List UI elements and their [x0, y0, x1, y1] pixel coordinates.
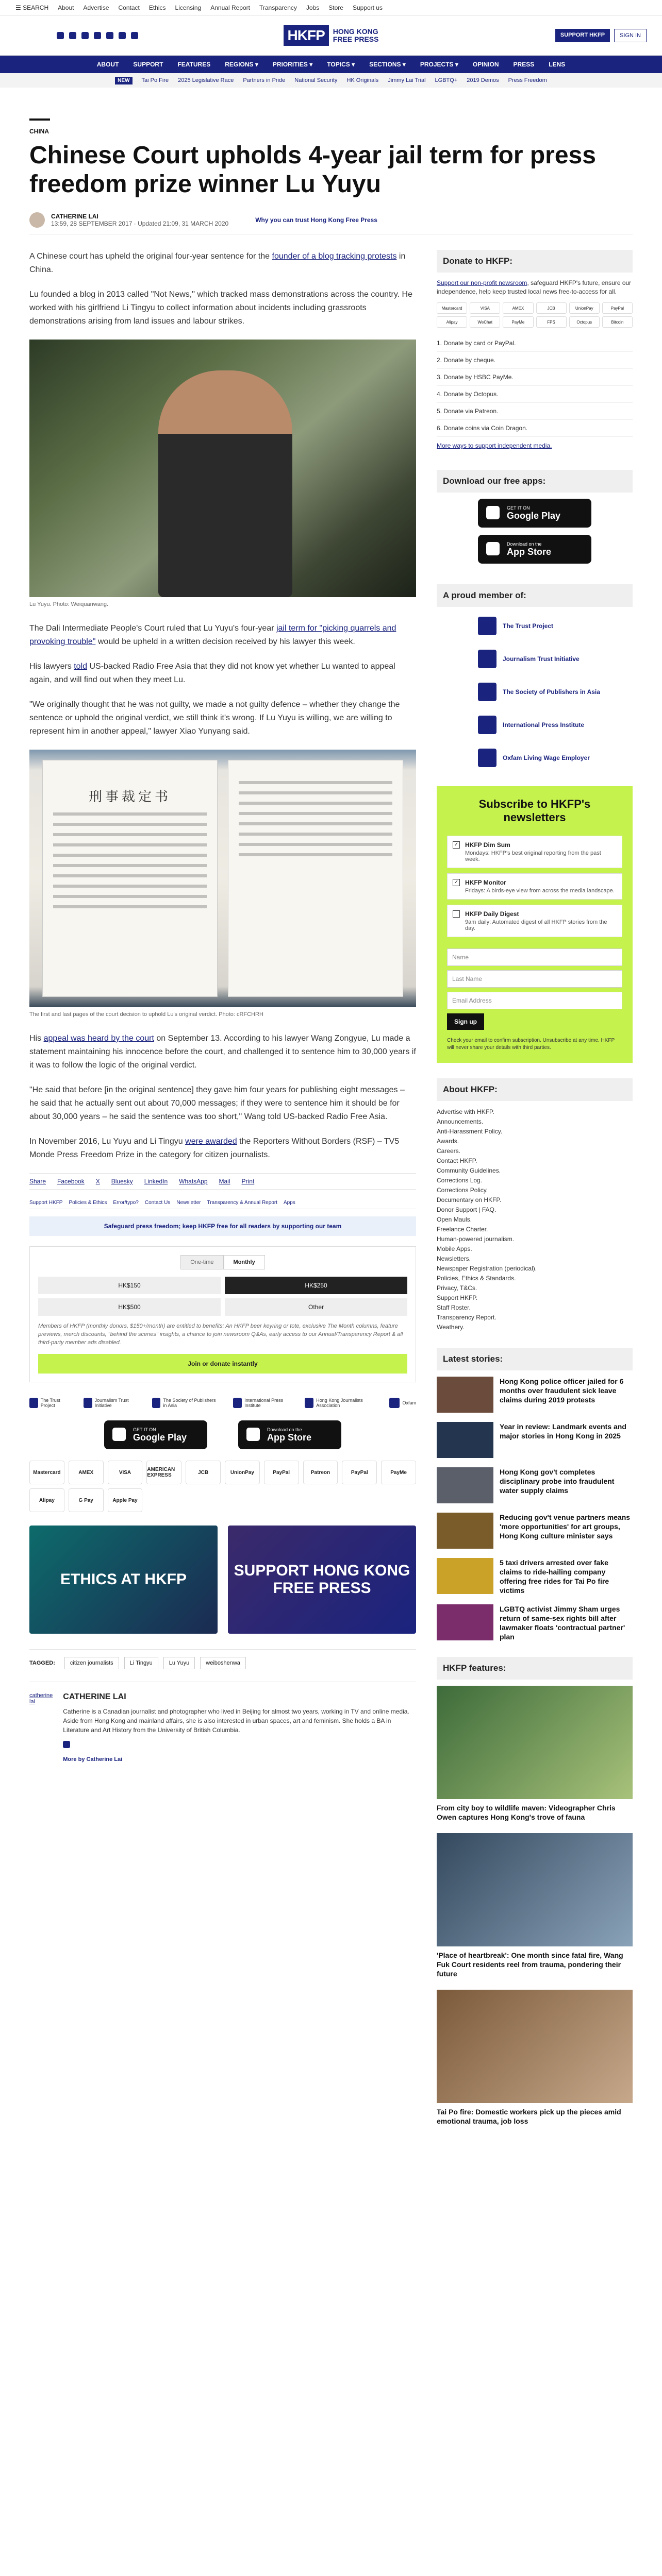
partner-logo[interactable]	[305, 1398, 376, 1408]
share-link[interactable]: Bluesky	[111, 1178, 133, 1185]
utility-link[interactable]: Contact	[118, 4, 140, 11]
author-box	[29, 1682, 416, 1764]
last-name-field[interactable]: Last Name	[447, 970, 622, 988]
about-item[interactable]: Awards.	[437, 1138, 459, 1145]
share-link[interactable]: Mail	[219, 1178, 230, 1185]
tags-label: TAGGED:	[29, 1660, 55, 1666]
about-item[interactable]: Newspaper Registration (periodical).	[437, 1265, 537, 1272]
story-title: 5 taxi drivers arrested over fake claims to ride-hailing company offering free rides for Tai Po fire victims	[500, 1558, 609, 1595]
utility-link[interactable]: About	[58, 4, 74, 11]
pay-method-icon: Octopus	[569, 316, 600, 328]
member-name: Journalism Trust Initiative	[503, 655, 580, 663]
more-ways-link[interactable]: More ways to support independent media.	[437, 442, 552, 449]
author-bio: Catherine is a Canadian journalist and photographer who lived in Beijing for almost two years, working in TV and online media. Aside from Hong Kong and mainland affairs, she is also interested in urban spaces, art and feminism. She holds a BA in Literature and Art History from the University of British Columbia.	[63, 1708, 409, 1734]
sidebar-donate-text: Support our non-profit newsroom, safeguard HKFP's future, ensure our independence, help keep trusted local news free-to-access for all.	[437, 279, 632, 295]
partner-logo[interactable]	[84, 1398, 139, 1408]
nav-item[interactable]: PROJECTS ▾	[420, 61, 458, 68]
donate-way-item[interactable]: 2. Donate by cheque.	[437, 352, 633, 369]
story-thumbnail	[437, 1467, 493, 1503]
story-thumbnail	[437, 1377, 493, 1413]
newsletter-desc: Mondays: HKFP's best original reporting from the past week.	[465, 850, 601, 862]
pay-method-icon: JCB	[536, 302, 567, 314]
feature-story[interactable]	[437, 1990, 633, 2126]
about-item[interactable]: Policies, Ethics & Standards.	[437, 1275, 516, 1282]
tag-link[interactable]: citizen journalists	[64, 1657, 119, 1669]
partner-logo[interactable]	[29, 1398, 70, 1408]
features-list	[437, 1686, 633, 2126]
google-play-button[interactable]: GET IT ON Google Play	[104, 1420, 207, 1449]
payment-methods	[29, 1461, 416, 1512]
hkfp-logo[interactable]	[284, 25, 379, 46]
footer-link[interactable]: Contact Us	[144, 1200, 171, 1206]
utility-link[interactable]: Support us	[352, 4, 383, 11]
paragraph-1: A Chinese court has upheld the original four-year sentence for the founder of a blog tracking protests in China.	[29, 252, 406, 274]
utility-link[interactable]: Licensing	[175, 4, 202, 11]
utility-link[interactable]: Annual Report	[210, 4, 250, 11]
partner-name: The Trust Project	[40, 1398, 60, 1408]
latest-story[interactable]	[437, 1558, 633, 1595]
instagram-icon[interactable]	[81, 32, 89, 39]
tag-link[interactable]: Lu Yuyu	[163, 1657, 195, 1669]
feature-title: 'Place of heartbreak': One month since fatal fire, Wang Fuk Court residents reel from trauma, pondering their future	[437, 1951, 623, 1978]
about-item[interactable]: Mobile Apps.	[437, 1245, 472, 1252]
photo-caption-1: Lu Yuyu. Photo: Weiquanwang.	[29, 601, 109, 607]
new-badge: NEW	[115, 77, 132, 84]
share-link[interactable]: Facebook	[57, 1178, 85, 1185]
about-item[interactable]: Freelance Charter.	[437, 1226, 488, 1233]
donate-widget	[29, 1246, 416, 1382]
payment-icon: PayPal	[264, 1461, 299, 1484]
member-name: Oxfam Living Wage Employer	[503, 754, 590, 761]
pay-method-icon: PayMe	[503, 316, 533, 328]
support-hkfp-button[interactable]: SUPPORT HKFP	[555, 29, 610, 42]
newsletter-checkbox[interactable]	[453, 910, 460, 918]
newsletter-name: HKFP Dim Sum	[465, 841, 510, 849]
pay-method-icon: Bitcoin	[602, 316, 633, 328]
join-donate-button[interactable]: Join or donate instantly	[38, 1354, 407, 1374]
utility-link[interactable]: Ethics	[148, 4, 166, 11]
about-item[interactable]: Open Mauls.	[437, 1216, 472, 1223]
member-icon	[478, 617, 496, 635]
subnav-item[interactable]: Partners in Pride	[243, 77, 286, 83]
article-footer-links	[29, 1197, 416, 1209]
logo-mark: HKFP	[284, 25, 329, 46]
logo-text	[333, 28, 379, 43]
author-avatar[interactable]	[29, 212, 45, 228]
latest-story[interactable]	[437, 1467, 633, 1503]
subnav-item[interactable]: National Security	[294, 77, 338, 83]
app-buttons	[29, 1420, 416, 1449]
social-icons	[57, 32, 138, 39]
article-category[interactable]: CHINA	[29, 128, 49, 135]
sidebar-about-title: About HKFP:	[437, 1078, 633, 1101]
donate-way-item[interactable]: 5. Donate via Patreon.	[437, 403, 633, 420]
footer-link[interactable]: Policies & Ethics	[69, 1200, 107, 1206]
logo-line2: FREE PRESS	[333, 35, 379, 43]
email-icon[interactable]	[63, 1741, 70, 1748]
sign-in-button[interactable]: SIGN IN	[614, 29, 647, 42]
partner-icon	[389, 1398, 400, 1408]
nav-item[interactable]: PRIORITIES ▾	[272, 61, 313, 68]
newsletter-checkbox[interactable]: ✓	[453, 841, 460, 849]
sidebar-pay-icons	[437, 302, 633, 328]
sidebar-donate-title: Donate to HKFP:	[437, 250, 633, 273]
byline	[29, 212, 633, 234]
support-promo[interactable]: SUPPORT HONG KONG FREE PRESS	[228, 1526, 416, 1634]
nav-item[interactable]: SUPPORT	[133, 61, 163, 68]
story-thumbnail	[437, 1558, 493, 1594]
pay-method-icon: Alipay	[437, 316, 467, 328]
trust-link[interactable]: Why you can trust Hong Kong Free Press	[255, 216, 377, 224]
appeal-link[interactable]: appeal was heard by the court	[43, 1034, 154, 1043]
payment-icon: VISA	[108, 1461, 143, 1484]
sub-nav	[0, 73, 662, 88]
nav-item[interactable]: OPINION	[472, 61, 499, 68]
payment-icon: JCB	[186, 1461, 221, 1484]
top-utility-bar	[0, 0, 662, 15]
member-icon	[478, 716, 496, 734]
amount-option[interactable]: HK$500	[38, 1298, 221, 1316]
donate-ways-list	[437, 335, 633, 437]
ethics-promo[interactable]: ETHICS AT HKFP	[29, 1526, 218, 1634]
story-title: Year in review: Landmark events and major stories in Hong Kong in 2025	[500, 1422, 626, 1440]
donate-way-item[interactable]: 4. Donate by Octopus.	[437, 386, 633, 403]
share-link[interactable]: Share	[29, 1178, 46, 1185]
story-title: LGBTQ activist Jimmy Sham urges return of same-sex rights bill after lawmaker floats 'contractual partner' plan	[500, 1605, 625, 1641]
feature-image	[437, 1833, 633, 1946]
story-thumbnail	[437, 1513, 493, 1549]
promo-banners	[29, 1526, 416, 1634]
latest-story[interactable]	[437, 1422, 633, 1458]
sidebar-features-title: HKFP features:	[437, 1657, 633, 1680]
about-list	[437, 1107, 633, 1332]
amount-option[interactable]: Other	[225, 1298, 407, 1316]
newsletter-text	[465, 841, 617, 862]
jail-term-link[interactable]: jail term for "picking quarrels and provoking trouble"	[29, 624, 396, 646]
utility-link[interactable]: Transparency	[259, 4, 297, 11]
subnav-item[interactable]: Press Freedom	[508, 77, 547, 83]
pay-method-icon: UnionPay	[569, 302, 600, 314]
about-item[interactable]: Staff Roster.	[437, 1304, 471, 1311]
nav-item[interactable]: TOPICS ▾	[327, 61, 355, 68]
brand-bar	[0, 15, 662, 56]
payment-icon: Alipay	[29, 1488, 64, 1512]
member-logo[interactable]	[478, 745, 633, 771]
sidebar-latest-title: Latest stories:	[437, 1348, 633, 1370]
logo-line1: HONG KONG	[333, 27, 378, 36]
pay-method-icon: AMEX	[503, 302, 533, 314]
footer-link[interactable]: Error/typo?	[113, 1200, 139, 1206]
newsletter-option[interactable]	[447, 905, 622, 937]
main-nav	[0, 56, 662, 73]
feature-image	[437, 1686, 633, 1799]
member-logo[interactable]	[478, 613, 633, 639]
partner-logo[interactable]	[233, 1398, 291, 1408]
tag-link[interactable]: weiboshenwa	[200, 1657, 246, 1669]
footer-link[interactable]: Apps	[283, 1200, 295, 1206]
search-button[interactable]: ☰ SEARCH	[15, 4, 49, 11]
footer-link[interactable]: Support HKFP	[29, 1200, 63, 1206]
member-icon	[478, 650, 496, 668]
pay-method-icon: PayPal	[602, 302, 633, 314]
member-name: The Society of Publishers in Asia	[503, 688, 600, 696]
subscribe-fine-print: Check your email to confirm subscription. Unsubscribe at any time. HKFP will never share your details with third parties.	[447, 1038, 615, 1050]
newsletter-name: HKFP Daily Digest	[465, 910, 519, 918]
footer-link[interactable]: Transparency & Annual Report	[207, 1200, 277, 1206]
facebook-icon[interactable]	[57, 32, 64, 39]
category-rule	[29, 118, 50, 121]
sidebar	[437, 250, 633, 2137]
about-item[interactable]: Announcements.	[437, 1118, 484, 1125]
member-logo[interactable]	[478, 712, 633, 738]
paragraph-6: His appeal was heard by the court on September 13. According to his lawyer Wang Zongyue, Lu made a statement maintaining his innocence before the court, and challenged it to sentence him to 30,000 years if it was to follow the logic of the original verdict.	[29, 1034, 416, 1070]
payment-icon: AMERICAN EXPRESS	[146, 1461, 181, 1484]
member-logo[interactable]	[478, 679, 633, 705]
newsletter-name: HKFP Monitor	[465, 879, 506, 886]
nav-item[interactable]: FEATURES	[177, 61, 211, 68]
partner-name: The Society of Publishers in Asia	[163, 1398, 216, 1408]
about-item[interactable]: Donor Support | FAQ.	[437, 1206, 496, 1213]
email-field[interactable]: Email Address	[447, 992, 622, 1009]
subnav-item[interactable]: HK Originals	[346, 77, 379, 83]
paragraph-3: The Dali Intermediate People's Court ruled that Lu Yuyu's four-year jail term for "picking quarrels and provoking trouble" would be upheld in a written decision received by his lawyer this week.	[29, 624, 396, 646]
about-item[interactable]: Human-powered journalism.	[437, 1235, 515, 1243]
payment-icon: Apple Pay	[108, 1488, 143, 1512]
payment-icon: Patreon	[303, 1461, 338, 1484]
footer-link[interactable]: Newsletter	[176, 1200, 201, 1206]
utility-link[interactable]: Jobs	[306, 4, 320, 11]
amount-option[interactable]: HK$150	[38, 1277, 221, 1294]
share-link[interactable]: LinkedIn	[144, 1178, 168, 1185]
x-icon[interactable]	[69, 32, 76, 39]
author-box-name[interactable]: CATHERINE LAI	[63, 1692, 126, 1701]
donate-way-item[interactable]: 1. Donate by card or PayPal.	[437, 335, 633, 352]
latest-story[interactable]	[437, 1604, 633, 1641]
about-item[interactable]: Contact HKFP.	[437, 1157, 477, 1164]
donate-way-item[interactable]: 6. Donate coins via Coin Dragon.	[437, 420, 633, 437]
member-logo[interactable]	[478, 646, 633, 672]
pay-method-icon: VISA	[470, 302, 500, 314]
safeguard-banner[interactable]: Safeguard press freedom; keep HKFP free for all readers by supporting our team	[29, 1216, 416, 1236]
subnav-item[interactable]: 2019 Demos	[467, 77, 499, 83]
app-store-button[interactable]: Download on the App Store	[238, 1420, 341, 1449]
support-newsroom-link[interactable]: Support our non-profit newsroom	[437, 279, 527, 286]
paragraph-2: Lu founded a blog in 2013 called "Not News," which tracked mass demonstrations across the country. He worked with his girlfriend Li Tingyu to collect information about incidents including grassroots demonstrations arising from land issues and labour strikes.	[29, 290, 413, 326]
sign-up-button[interactable]: Sign up	[447, 1013, 484, 1030]
photo-caption-2: The first and last pages of the court decision to uphold Lu's original verdict. Photo: cRFCHRH	[29, 1011, 263, 1018]
feature-story[interactable]	[437, 1686, 633, 1822]
story-title: Reducing gov't venue partners means 'more opportunities' for art groups, Hong Kong culture minister says	[500, 1513, 631, 1540]
member-icon	[478, 749, 496, 767]
partner-name: Hong Kong Journalists Association	[316, 1398, 363, 1408]
about-item[interactable]: Documentary on HKFP.	[437, 1196, 502, 1204]
member-benefits-note: Members of HKFP (monthly donors, $150+/month) are entitled to benefits: An HKFP beer keyring or tote, exclusive The Month columns, feature previews, merch discounts, "behind the scenes" insights, a chance to join newsroom Q&As, early access to our Annual/Transparency Report & all third-party member ads disabled.	[38, 1323, 403, 1346]
nav-item[interactable]: REGIONS ▾	[225, 61, 258, 68]
member-icon	[478, 683, 496, 701]
payment-icon: PayPal	[342, 1461, 377, 1484]
partner-icon	[84, 1398, 92, 1408]
threads-icon[interactable]	[94, 32, 101, 39]
paragraph-8: In November 2016, Lu Yuyu and Li Tingyu were awarded the Reporters Without Borders (RSF) – TV5 Monde Press Freedom Prize in the category for citizen journalists.	[29, 1137, 400, 1159]
sidebar-google-play-button[interactable]: GET IT ON Google Play	[478, 499, 591, 528]
about-item[interactable]: Support HKFP.	[437, 1294, 478, 1301]
article-body	[29, 250, 416, 2137]
subnav-item[interactable]: Jimmy Lai Trial	[388, 77, 426, 83]
about-item[interactable]: Corrections Policy.	[437, 1187, 488, 1194]
about-item[interactable]: Newsletters.	[437, 1255, 471, 1262]
article-title: Chinese Court upholds 4-year jail term for press freedom prize winner Lu Yuyu	[29, 142, 596, 198]
member-name: International Press Institute	[503, 721, 585, 728]
share-bar	[29, 1173, 416, 1190]
nav-item[interactable]: SECTIONS ▾	[369, 61, 406, 68]
member-logos	[437, 613, 633, 771]
story-title: Hong Kong gov't completes disciplinary probe into fraudulent water supply claims	[500, 1468, 615, 1495]
pay-method-icon: WeChat	[470, 316, 500, 328]
newsletter-option[interactable]	[447, 873, 622, 900]
about-item[interactable]: Privacy, T&Cs.	[437, 1284, 477, 1292]
more-by-author-link[interactable]: More by Catherine Lai	[63, 1756, 123, 1762]
payment-icon: UnionPay	[225, 1461, 260, 1484]
payment-icon: G Pay	[69, 1488, 104, 1512]
latest-story[interactable]	[437, 1377, 633, 1413]
partner-name: Oxfam	[402, 1400, 416, 1405]
payment-icon: PayMe	[381, 1461, 416, 1484]
partner-icon	[233, 1398, 242, 1408]
paragraph-4: His lawyers told US-backed Radio Free Asia that they did not know yet whether Lu wanted to appeal again, and will find out when they meet Lu.	[29, 662, 395, 684]
article-tags	[29, 1649, 416, 1669]
member-name: The Trust Project	[503, 622, 554, 630]
utility-links	[58, 4, 383, 11]
about-item[interactable]: Anti-Harassment Policy.	[437, 1128, 503, 1135]
newsletter-desc: Fridays: A birds-eye view from across the media landscape.	[465, 888, 615, 894]
told-link[interactable]: told	[74, 662, 88, 671]
one-time-toggle[interactable]: One-time	[180, 1255, 223, 1269]
about-item[interactable]: Advertise with HKFP.	[437, 1108, 494, 1115]
newsletter-signup	[437, 786, 633, 1063]
subscribe-title: Subscribe to HKFP's newsletters	[478, 798, 591, 824]
pay-method-icon: FPS	[536, 316, 567, 328]
share-link[interactable]: Print	[241, 1178, 255, 1185]
partner-icon	[305, 1398, 313, 1408]
feature-story[interactable]	[437, 1833, 633, 1978]
article-dates: 13:59, 28 SEPTEMBER 2017 · Updated 21:09, 31 MARCH 2020	[51, 220, 229, 227]
lu-yuyu-photo	[29, 340, 416, 597]
utility-link[interactable]: Advertise	[83, 4, 109, 11]
mail-icon[interactable]	[119, 32, 126, 39]
amount-option-selected[interactable]: HK$250	[225, 1277, 407, 1294]
about-item[interactable]: Transparency Report.	[437, 1314, 496, 1321]
nav-item[interactable]: ABOUT	[96, 61, 119, 68]
partner-name: International Press Institute	[244, 1398, 284, 1408]
subnav-item[interactable]: Tai Po Fire	[141, 77, 169, 83]
newsletter-text	[465, 910, 617, 931]
paragraph-7: "He said that before [in the original sentence] they gave him four years for publishing eight messages – he said that he actually sent out about 70,000 messages; if they were to sentence him it should be for about 30,000 years – he said the sentence was too short," Wang told US-backed Radio Free Asia.	[29, 1086, 405, 1121]
latest-stories	[437, 1377, 633, 1641]
tag-link[interactable]: Li Tingyu	[124, 1657, 158, 1669]
search-label: SEARCH	[23, 4, 49, 11]
author-name[interactable]: CATHERINE LAI	[51, 213, 98, 220]
about-item[interactable]: Careers.	[437, 1147, 461, 1155]
newsletter-text	[465, 879, 615, 894]
youtube-icon[interactable]	[106, 32, 113, 39]
story-thumbnail	[437, 1422, 493, 1458]
awarded-link[interactable]: were awarded	[185, 1137, 237, 1146]
about-item[interactable]: Corrections Log.	[437, 1177, 483, 1184]
subnav-item[interactable]: 2025 Legislative Race	[178, 77, 234, 83]
monthly-toggle[interactable]: Monthly	[224, 1255, 265, 1269]
sidebar-member-title: A proud member of:	[437, 584, 633, 607]
sidebar-apps-title: Download our free apps:	[437, 470, 633, 493]
rss-icon[interactable]	[131, 32, 138, 39]
author-photo[interactable]: catherine lai	[29, 1692, 53, 1705]
partner-icon	[152, 1398, 161, 1408]
subnav-item[interactable]: LGBTQ+	[435, 77, 458, 83]
paragraph-5: "We originally thought that he was not guilty, we made a not guilty defence – whether they change the sentence or uphold the original verdict, we still think it's wrong. If Lu Yuyu is willing, we are willing to represent him in another appeal," lawyer Xiao Yunyang said.	[29, 700, 400, 736]
partner-logos	[29, 1398, 416, 1408]
feature-title: Tai Po fire: Domestic workers pick up the pieces amid emotional trauma, job loss	[437, 2108, 621, 2125]
share-link[interactable]: WhatsApp	[179, 1178, 208, 1185]
story-title: Hong Kong police officer jailed for 6 months over fraudulent sick leave claims during 2019 protests	[500, 1377, 624, 1404]
newsletter-option[interactable]	[447, 836, 622, 868]
sidebar-app-store-button[interactable]: Download on the App Store	[478, 535, 591, 564]
partner-icon	[29, 1398, 38, 1408]
blog-link[interactable]: founder of a blog tracking protests	[272, 252, 397, 261]
document-heading: 刑事裁定书	[88, 789, 171, 804]
feature-image	[437, 1990, 633, 2103]
latest-story[interactable]	[437, 1513, 633, 1549]
nav-item[interactable]: PRESS	[513, 61, 535, 68]
name-field[interactable]: Name	[447, 948, 622, 966]
partner-logo[interactable]	[389, 1398, 416, 1408]
newsletter-checkbox[interactable]: ✓	[453, 879, 460, 886]
nav-item[interactable]: LENS	[549, 61, 566, 68]
court-document-photo	[29, 750, 416, 1007]
payment-icon: AMEX	[69, 1461, 104, 1484]
share-link[interactable]: X	[95, 1178, 100, 1185]
pay-method-icon: Mastercard	[437, 302, 467, 314]
story-thumbnail	[437, 1604, 493, 1640]
payment-icon: Mastercard	[29, 1461, 64, 1484]
newsletter-desc: 9am daily: Automated digest of all HKFP stories from the day.	[465, 919, 607, 931]
about-item[interactable]: Community Guidelines.	[437, 1167, 501, 1174]
donate-way-item[interactable]: 3. Donate by HSBC PayMe.	[437, 369, 633, 386]
feature-title: From city boy to wildlife maven: Videographer Chris Owen captures Hong Kong's trove of fauna	[437, 1804, 616, 1821]
partner-logo[interactable]	[152, 1398, 220, 1408]
utility-link[interactable]: Store	[328, 4, 343, 11]
about-item[interactable]: Weathery.	[437, 1324, 465, 1331]
partner-name: Journalism Trust Initiative	[94, 1398, 129, 1408]
